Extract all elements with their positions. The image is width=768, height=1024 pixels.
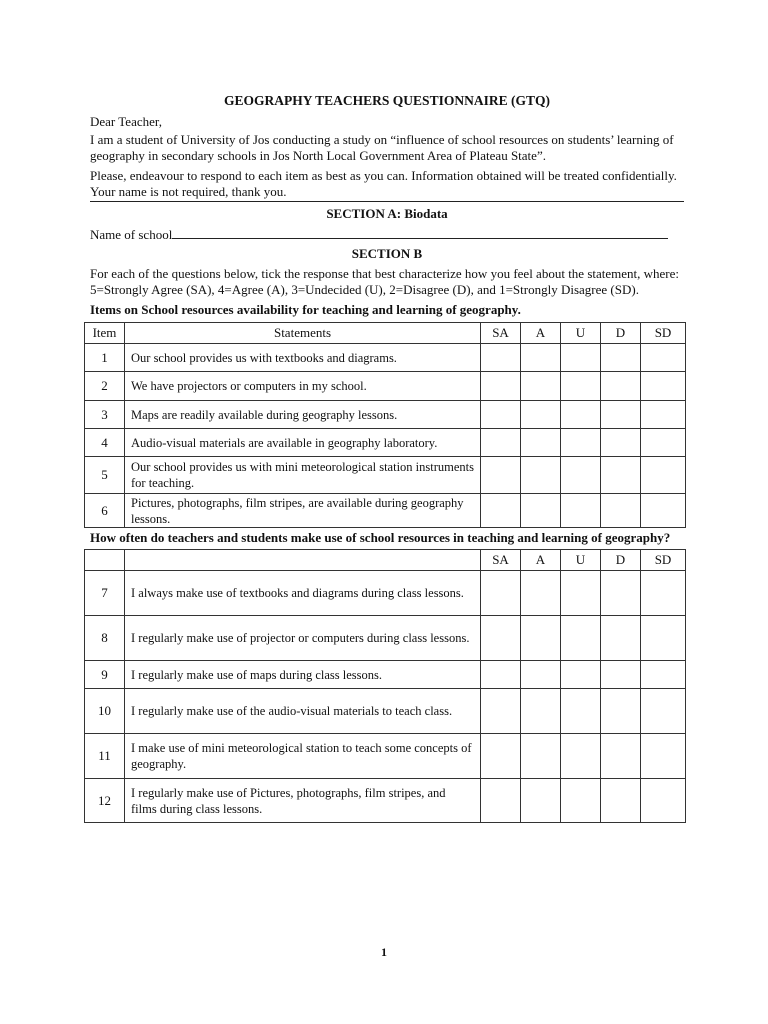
response-cell-u[interactable]: [561, 571, 601, 616]
response-cell-d[interactable]: [601, 457, 641, 494]
response-cell-sd[interactable]: [641, 661, 686, 689]
availability-table: [84, 322, 686, 528]
instructions-paragraph: Please, endeavour to respond to each item as best as you can. Information obtained will be treated confidentially. Your name is not required, thank you.: [90, 168, 684, 202]
response-cell-sa[interactable]: [481, 734, 521, 779]
response-cell-sa[interactable]: [481, 401, 521, 429]
response-cell-a[interactable]: [521, 372, 561, 401]
response-cell-d[interactable]: [601, 779, 641, 823]
header-u: U: [561, 323, 601, 344]
response-cell-sd[interactable]: [641, 429, 686, 457]
response-cell-sa[interactable]: [481, 344, 521, 372]
response-cell-a[interactable]: [521, 689, 561, 734]
response-cell-sd[interactable]: [641, 734, 686, 779]
response-cell-a[interactable]: [521, 616, 561, 661]
header-item: Item: [85, 323, 125, 344]
header-a: A: [521, 550, 561, 571]
statement-text: Our school provides us with textbooks and diagrams.: [125, 344, 481, 372]
table1-heading: Items on School resources availability for teaching and learning of geography.: [90, 302, 521, 317]
table-row: [85, 779, 686, 823]
response-cell-d[interactable]: [601, 372, 641, 401]
response-cell-d[interactable]: [601, 571, 641, 616]
section-a-title: SECTION A: Biodata: [326, 206, 448, 221]
statement-text: I regularly make use of maps during class lessons.: [125, 661, 481, 689]
response-cell-a[interactable]: [521, 779, 561, 823]
document-title: GEOGRAPHY TEACHERS QUESTIONNAIRE (GTQ): [224, 93, 550, 108]
item-number: 9: [85, 661, 125, 689]
header-u: U: [561, 550, 601, 571]
response-cell-sd[interactable]: [641, 779, 686, 823]
response-cell-sd[interactable]: [641, 616, 686, 661]
response-cell-u[interactable]: [561, 372, 601, 401]
response-cell-a[interactable]: [521, 734, 561, 779]
scale-instructions: For each of the questions below, tick the response that best characterize how you feel about the statement, where: 5=Strongly Agree (SA), 4=Agree (A), 3=Undecided (U), 2=Disagree (D), and 1=Strongly Disagree (SD).: [90, 266, 680, 297]
response-cell-sa[interactable]: [481, 429, 521, 457]
table-row: [85, 734, 686, 779]
table-row: [85, 429, 686, 457]
response-cell-sd[interactable]: [641, 344, 686, 372]
page-number: 1: [381, 945, 387, 959]
statement-text: Our school provides us with mini meteorological station instruments for teaching.: [125, 457, 481, 494]
header-d: D: [601, 550, 641, 571]
item-number: 2: [85, 372, 125, 401]
response-cell-u[interactable]: [561, 429, 601, 457]
response-cell-d[interactable]: [601, 661, 641, 689]
response-cell-sa[interactable]: [481, 372, 521, 401]
response-cell-a[interactable]: [521, 571, 561, 616]
response-cell-a[interactable]: [521, 344, 561, 372]
table-row: [85, 372, 686, 401]
school-name-line: [90, 226, 684, 243]
response-cell-d[interactable]: [601, 734, 641, 779]
table-row: [85, 661, 686, 689]
response-cell-a[interactable]: [521, 457, 561, 494]
response-cell-a[interactable]: [521, 661, 561, 689]
section-b-title: SECTION B: [351, 246, 423, 261]
table-row: [85, 344, 686, 372]
item-number: 3: [85, 401, 125, 429]
table-row: [85, 457, 686, 494]
table-row: [85, 571, 686, 616]
response-cell-u[interactable]: [561, 734, 601, 779]
header-a: A: [521, 323, 561, 344]
response-cell-u[interactable]: [561, 689, 601, 734]
school-name-field[interactable]: [172, 226, 668, 239]
document-body: [90, 93, 684, 823]
statement-text: I always make use of textbooks and diagrams during class lessons.: [125, 571, 481, 616]
item-number: 7: [85, 571, 125, 616]
response-cell-u[interactable]: [561, 457, 601, 494]
response-cell-u[interactable]: [561, 661, 601, 689]
response-cell-sd[interactable]: [641, 372, 686, 401]
salutation: Dear Teacher,: [90, 114, 162, 129]
table-header-row: [85, 323, 686, 344]
response-cell-d[interactable]: [601, 429, 641, 457]
response-cell-sa[interactable]: [481, 779, 521, 823]
response-cell-sa[interactable]: [481, 616, 521, 661]
response-cell-sd[interactable]: [641, 571, 686, 616]
statement-text: Audio-visual materials are available in geography laboratory.: [125, 429, 481, 457]
response-cell-sd[interactable]: [641, 457, 686, 494]
item-number: 1: [85, 344, 125, 372]
table-row: [85, 401, 686, 429]
header-statements: Statements: [125, 323, 481, 344]
header-sa: SA: [481, 323, 521, 344]
item-number: 5: [85, 457, 125, 494]
item-number: 11: [85, 734, 125, 779]
header-sa: SA: [481, 550, 521, 571]
header-blank-item: [85, 550, 125, 571]
statement-text: I regularly make use of projector or computers during class lessons.: [125, 616, 481, 661]
response-cell-sa[interactable]: [481, 571, 521, 616]
response-cell-d[interactable]: [601, 689, 641, 734]
table-row: [85, 616, 686, 661]
response-cell-sd[interactable]: [641, 401, 686, 429]
response-cell-a[interactable]: [521, 401, 561, 429]
response-cell-u[interactable]: [561, 779, 601, 823]
response-cell-a[interactable]: [521, 494, 561, 528]
table-row: [85, 689, 686, 734]
response-cell-d[interactable]: [601, 616, 641, 661]
statement-text: I regularly make use of the audio-visual materials to teach class.: [125, 689, 481, 734]
response-cell-sa[interactable]: [481, 689, 521, 734]
statement-text: Maps are readily available during geography lessons.: [125, 401, 481, 429]
usage-table: [84, 549, 686, 823]
response-cell-a[interactable]: [521, 429, 561, 457]
response-cell-sa[interactable]: [481, 661, 521, 689]
school-name-label: Name of school: [90, 227, 173, 242]
response-cell-u[interactable]: [561, 494, 601, 528]
item-number: 10: [85, 689, 125, 734]
item-number: 12: [85, 779, 125, 823]
response-cell-d[interactable]: [601, 401, 641, 429]
response-cell-u[interactable]: [561, 616, 601, 661]
item-number: 6: [85, 494, 125, 528]
response-cell-u[interactable]: [561, 401, 601, 429]
table2-heading: How often do teachers and students make use of school resources in teaching and learning of geography?: [90, 530, 671, 545]
header-sd: SD: [641, 323, 686, 344]
item-number: 8: [85, 616, 125, 661]
statement-text: I make use of mini meteorological station to teach some concepts of geography.: [125, 734, 481, 779]
response-cell-sd[interactable]: [641, 494, 686, 528]
intro-paragraph: I am a student of University of Jos conducting a study on “influence of school resources on students’ learning of geography in secondary schools in Jos North Local Government Area of Plateau State”.: [90, 132, 674, 163]
header-d: D: [601, 323, 641, 344]
table-row: [85, 494, 686, 528]
header-blank-statement: [125, 550, 481, 571]
response-cell-sa[interactable]: [481, 494, 521, 528]
response-cell-u[interactable]: [561, 344, 601, 372]
response-cell-sd[interactable]: [641, 689, 686, 734]
statement-text: We have projectors or computers in my school.: [125, 372, 481, 401]
response-cell-sa[interactable]: [481, 457, 521, 494]
header-sd: SD: [641, 550, 686, 571]
table-header-row: [85, 550, 686, 571]
statement-text: Pictures, photographs, film stripes, are available during geography lessons.: [125, 494, 481, 528]
response-cell-d[interactable]: [601, 344, 641, 372]
statement-text: I regularly make use of Pictures, photographs, film stripes, and films during class lessons.: [125, 779, 481, 823]
response-cell-d[interactable]: [601, 494, 641, 528]
item-number: 4: [85, 429, 125, 457]
